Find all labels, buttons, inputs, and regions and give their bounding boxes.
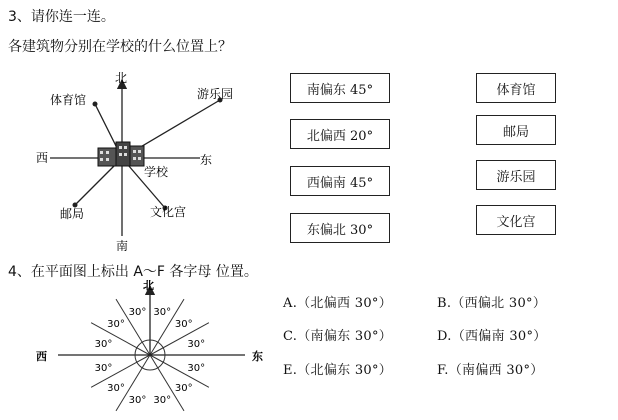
gym-dot: [93, 102, 98, 107]
compass-angle-label: 30°: [128, 395, 147, 406]
compass-angle-label: 30°: [94, 362, 113, 374]
map-school-label: 学校: [144, 165, 169, 179]
q3-title: 3、请你连一连。: [8, 9, 115, 25]
q4-title: 4、在平面图上标出 A～F 各字母 位置。: [8, 264, 258, 280]
map-post-label: 邮局: [60, 207, 85, 221]
direction-box-2[interactable]: 北偏西 20°: [290, 119, 390, 149]
compass-angle-label: 30°: [153, 395, 172, 406]
compass-north-label: 北: [143, 280, 154, 292]
compass-angle-label: 30°: [107, 318, 125, 330]
compass-angle-label: 30°: [94, 339, 113, 351]
answer-f: F.（南偏西 30°）: [437, 363, 544, 378]
building-box-palace[interactable]: 文化宫: [476, 205, 556, 235]
compass-angle-label: 30°: [153, 307, 172, 318]
map-south-label: 南: [116, 239, 129, 253]
direction-box-3[interactable]: 西偏南 45°: [290, 166, 390, 196]
answer-b: B.（西偏北 30°）: [437, 296, 547, 311]
answer-c: C.（南偏东 30°）: [283, 329, 393, 344]
compass-west-label: 西: [36, 350, 47, 363]
building-box-gym[interactable]: 体育馆: [476, 73, 556, 103]
building-box-park[interactable]: 游乐园: [476, 160, 556, 190]
answer-d: D.（西偏南 30°）: [437, 329, 547, 344]
compass-angle-label: 30°: [128, 307, 147, 318]
q3-subtitle: 各建筑物分别在学校的什么位置上？: [8, 39, 232, 55]
compass-angle-label: 30°: [107, 383, 125, 395]
map-east-label: 东: [200, 153, 213, 167]
direction-box-4[interactable]: 东偏北 30°: [290, 213, 390, 243]
compass-angle-label: 30°: [187, 362, 206, 374]
direction-box-1[interactable]: 南偏东 45°: [290, 73, 390, 103]
q4-compass-diagram: [30, 280, 280, 420]
q3-map-diagram: [30, 68, 280, 258]
school-building-icon: [98, 142, 144, 166]
map-west-label: 西: [36, 151, 49, 165]
compass-east-label: 东: [252, 350, 263, 363]
compass-angle-label: 30°: [174, 383, 193, 395]
compass-angle-label: 30°: [174, 318, 193, 330]
map-palace-label: 文化宫: [150, 205, 187, 219]
answer-e: E.（北偏东 30°）: [283, 363, 393, 378]
map-park-label: 游乐园: [197, 87, 234, 101]
compass-angle-label: 30°: [187, 339, 206, 351]
map-north-label: 北: [115, 71, 128, 85]
answer-a: A.（北偏西 30°）: [283, 296, 392, 311]
building-box-post[interactable]: 邮局: [476, 115, 556, 145]
map-gym-label: 体育馆: [50, 93, 87, 107]
